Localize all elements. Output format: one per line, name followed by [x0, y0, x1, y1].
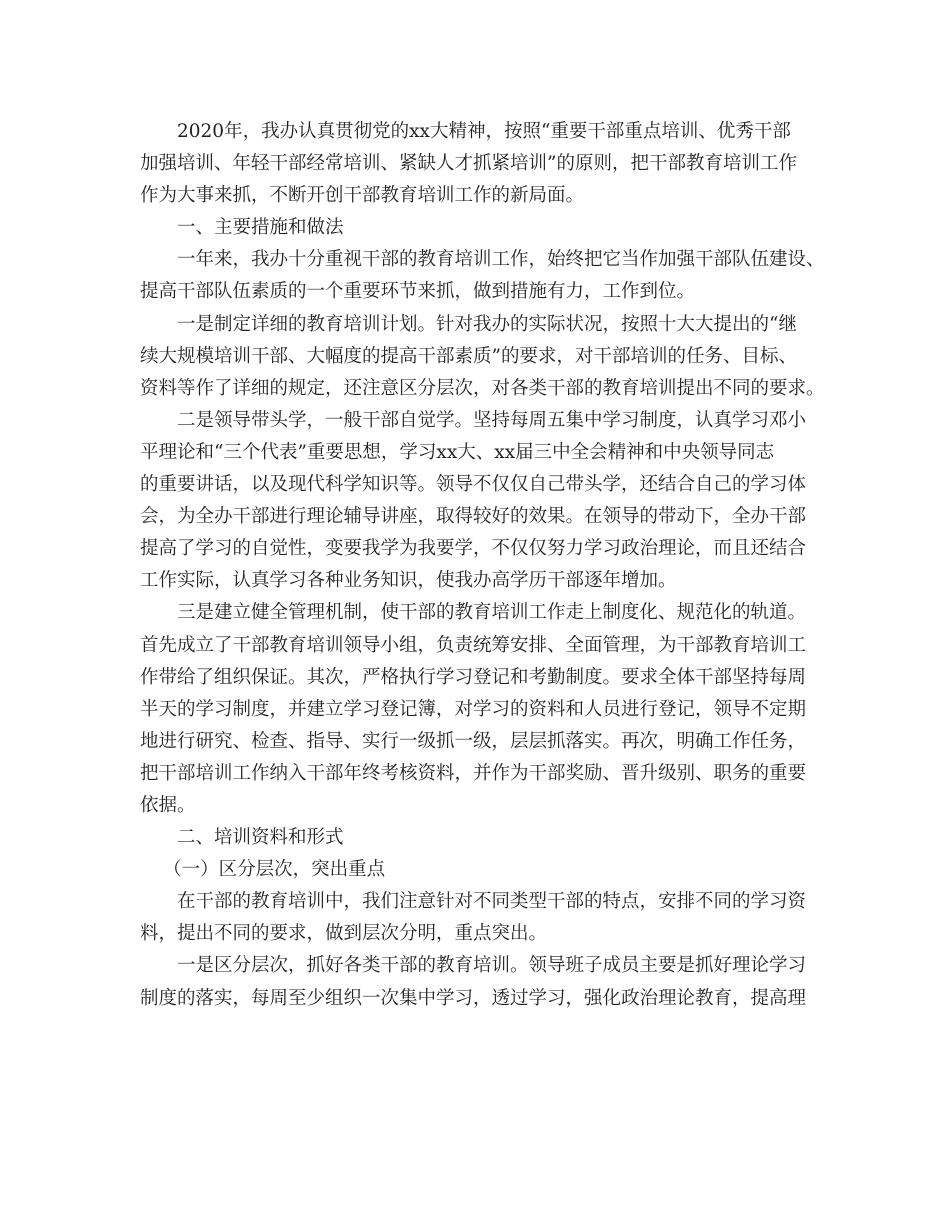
text-line: 工作实际，认真学习各种业务知识，使我办高学历干部逐年增加。 [140, 570, 677, 592]
text-line: 加强培训、年轻干部经常培训、紧缺人才抓紧培训”的原则，把干部教育培训工作 [140, 153, 797, 175]
paragraph-levels [140, 950, 820, 1014]
text-line: 平理论和“三个代表”重要思想，学习xx大、xx届三中全会精神和中央领导同志 [140, 441, 775, 463]
text-line: 资料等作了详细的规定，还注意区分层次，对各类干部的教育培训提出不同的要求。 [140, 377, 825, 399]
document-body [140, 116, 825, 1015]
text-line: 制度的落实，每周至少组织一次集中学习，透过学习，强化政治理论教育，提高理 [140, 987, 807, 1009]
text-line: 二是领导带头学，一般干部自觉学。坚持每周五集中学习制度，认真学习邓小 [177, 409, 807, 431]
text-line: 一是制定详细的教育培训计划。针对我办的实际状况，按照十大大提出的“继 [177, 313, 797, 335]
text-line: 在干部的教育培训中，我们注意针对不同类型干部的特点，安排不同的学习资 [177, 891, 807, 913]
paragraph-types [140, 886, 820, 950]
text-line: 提高了学习的自觉性，变要我学为我要学，不仅仅努力学习政治理论，而且还结合 [140, 538, 807, 560]
section-heading-1: 一、主要措施和做法 [177, 217, 344, 239]
text-line: 把干部培训工作纳入干部年终考核资料，并作为干部奖励、晋升级别、职务的重要 [140, 762, 807, 784]
text-line: 料，提出不同的要求，做到层次分明，重点突出。 [140, 923, 548, 945]
text-line: 提高干部队伍素质的一个重要环节来抓，做到措施有力，工作到位。 [140, 281, 696, 303]
section-heading-2: 二、培训资料和形式 [177, 827, 344, 849]
paragraph-plan [140, 309, 825, 405]
text-line: 的重要讲话，以及现代科学知识等。领导不仅仅自己带头学，还结合自己的学习体 [140, 474, 807, 496]
text-line: 作带给了组织保证。其次，严格执行学习登记和考勤制度。要求全体干部坚持每周 [140, 666, 807, 688]
text-line: 2020年，我办认真贯彻党的xx大精神，按照“重要干部重点培训、优秀干部 [177, 121, 791, 142]
text-line: 首先成立了干部教育培训领导小组，负责统筹安排、全面管理，为干部教育培训工 [140, 634, 807, 656]
text-line: 续大规模培训干部、大幅度的提高干部素质”的要求，对干部培训的任务、目标、 [140, 345, 797, 367]
text-line: 三是建立健全管理机制，使干部的教育培训工作走上制度化、规范化的轨道。 [177, 602, 807, 624]
paragraph-management [140, 597, 820, 822]
paragraph-overview [140, 244, 825, 308]
text-line: 会，为全办干部进行理论辅导讲座，取得较好的效果。在领导的带动下，全办干部 [140, 506, 807, 528]
text-line: 依据。 [140, 794, 196, 816]
text-line: 地进行研究、检查、指导、实行一级抓一级，层层抓落实。再次，明确工作任务， [140, 730, 807, 752]
text-line: 作为大事来抓，不断开创干部教育培训工作的新局面。 [140, 185, 585, 207]
text-line: 一年来，我办十分重视干部的教育培训工作，始终把它当作加强干部队伍建设、 [177, 249, 825, 271]
text-line: 一是区分层次，抓好各类干部的教育培训。领导班子成员主要是抓好理论学习 [177, 955, 807, 977]
paragraph-leadership-study [140, 405, 820, 598]
text-line: 半天的学习制度，并建立学习登记簿，对学习的资料和人员进行登记，领导不定期 [140, 698, 807, 720]
paragraph-intro [140, 116, 820, 212]
subsection-heading-1: （一）区分层次，突出重点 [163, 859, 386, 881]
